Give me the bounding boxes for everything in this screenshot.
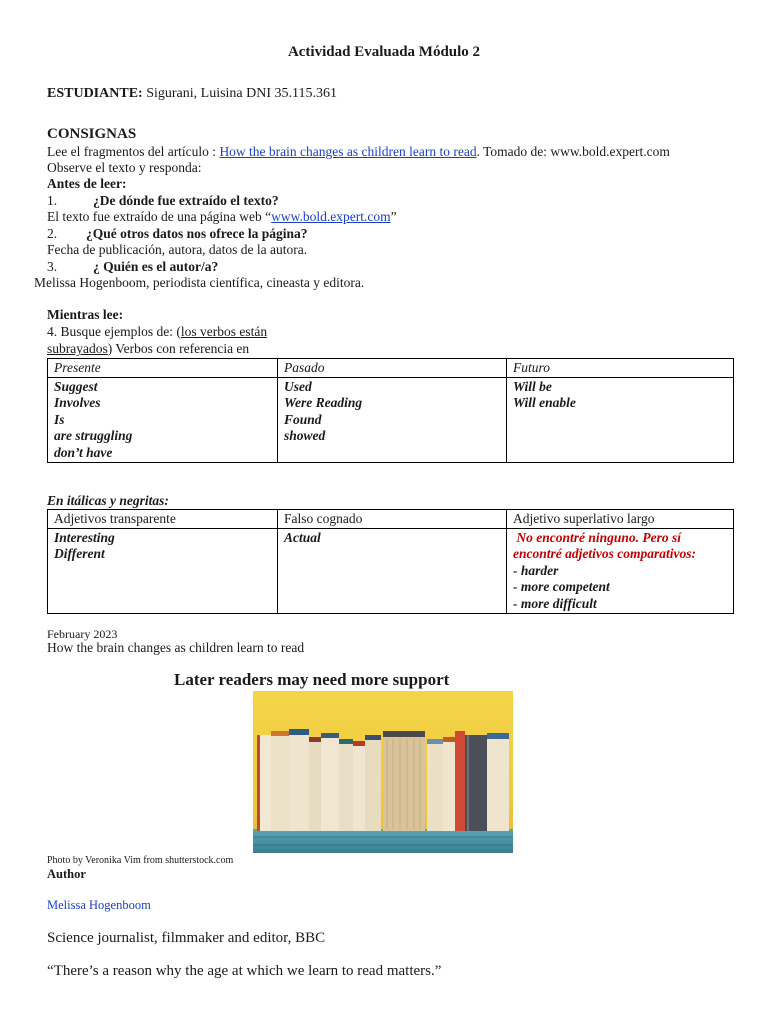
a1-line	[47, 209, 397, 225]
header-futuro: Futuro	[507, 359, 734, 378]
q4-line2	[47, 341, 249, 357]
q2-text: ¿Qué otros datos nos ofrece la página?	[86, 226, 308, 241]
consignas-line1-pre: Lee el fragmentos del artículo :	[47, 144, 220, 159]
q4-pre: 4. Busque ejemplos de: (	[47, 324, 181, 339]
superlativo-note: No encontré ninguno. Pero sí	[513, 529, 682, 545]
adj-item: Actual	[284, 529, 321, 545]
transparente-cell	[48, 528, 278, 613]
page-title: Actividad Evaluada Módulo 2	[287, 44, 481, 60]
q4-line1	[47, 324, 267, 340]
q1-text: ¿De dónde fue extraído el texto?	[93, 193, 279, 208]
mientras-heading: Mientras lee:	[47, 307, 124, 322]
header-transparente: Adjetivos transparente	[48, 510, 278, 529]
verb-item: Suggest	[54, 378, 98, 394]
falso-cell	[278, 528, 507, 613]
q3-number: 3.	[47, 259, 58, 274]
adj-heading: En itálicas y negritas:	[47, 493, 169, 508]
a2-text: Fecha de publicación, autora, datos de la autora.	[47, 242, 308, 257]
pasado-cell	[278, 377, 507, 462]
table-header-row	[48, 510, 734, 529]
adjectives-table	[47, 509, 734, 614]
photo-credit: Photo by Veronika Vim from shutterstock.com	[47, 855, 234, 866]
student-label: ESTUDIANTE:	[47, 86, 143, 101]
verbs-table	[47, 358, 734, 463]
antes-heading: Antes de leer:	[47, 176, 127, 191]
article-quote: “There’s a reason why the age at which we learn to read matters.”	[47, 963, 442, 979]
verb-item: Were Reading	[284, 395, 363, 411]
student-value: Sigurani, Luisina DNI 35.115.361	[146, 86, 338, 101]
superlativo-note-2: encontré adjetivos comparativos:	[513, 546, 696, 562]
q2-number: 2.	[47, 226, 58, 241]
consignas-line2: Observe el texto y responda:	[47, 160, 202, 175]
a3-text: Melissa Hogenboom, periodista científica, cineasta y editora.	[34, 275, 365, 290]
books-image	[253, 691, 513, 853]
comparative-item: - harder	[513, 562, 559, 578]
article-link[interactable]: How the brain changes as children learn to read	[219, 144, 477, 159]
comparative-item: - more competent	[513, 579, 610, 595]
adj-item: Different	[54, 546, 105, 562]
table-row	[48, 377, 734, 462]
books-photo	[253, 691, 513, 853]
verb-item: Will be	[513, 378, 552, 394]
q3-text: ¿ Quién es el autor/a?	[93, 259, 219, 274]
header-falso-cognado: Falso cognado	[278, 510, 507, 529]
verb-item: don’t have	[54, 444, 113, 460]
table-header-row	[48, 359, 734, 378]
verb-item: Used	[284, 378, 312, 394]
header-presente: Presente	[48, 359, 278, 378]
comparative-item: - more difficult	[513, 595, 597, 611]
header-pasado: Pasado	[278, 359, 507, 378]
article-title: How the brain changes as children learn to read	[47, 640, 305, 655]
a1-pre: El texto fue extraído de una página web “	[47, 209, 272, 224]
author-label: Author	[47, 867, 86, 881]
superlativo-cell	[507, 528, 734, 613]
student-line	[47, 86, 337, 102]
q4-post: ) Verbos con referencia en	[107, 341, 250, 356]
article-heading: Later readers may need more support	[174, 670, 450, 689]
futuro-cell	[507, 377, 734, 462]
consignas-line1-post: . Tomado de: www.bold.expert.com	[476, 144, 670, 159]
article-date: February 2023	[47, 627, 118, 641]
a1-post: ”	[390, 209, 397, 224]
bold-expert-link[interactable]: www.bold.expert.com	[271, 209, 391, 224]
adj-item: Interesting	[54, 529, 115, 545]
verb-item: Involves	[54, 395, 101, 411]
verb-item: showed	[284, 428, 326, 444]
author-name[interactable]: Melissa Hogenboom	[47, 898, 151, 912]
q4-underlined-1: los verbos están	[180, 324, 268, 339]
author-role: Science journalist, filmmaker and editor, BBC	[47, 930, 326, 946]
q1-number: 1.	[47, 193, 58, 208]
presente-cell	[48, 377, 278, 462]
table-row	[48, 528, 734, 613]
verb-item: Will enable	[513, 395, 576, 411]
consignas-heading: CONSIGNAS	[47, 126, 137, 142]
verb-item: Is	[54, 411, 65, 427]
consignas-line1	[47, 144, 670, 160]
verb-item: are struggling	[54, 428, 133, 444]
q4-underlined-2: subrayados	[47, 341, 108, 356]
header-superlativo: Adjetivo superlativo largo	[507, 510, 734, 529]
verb-item: Found	[284, 411, 322, 427]
